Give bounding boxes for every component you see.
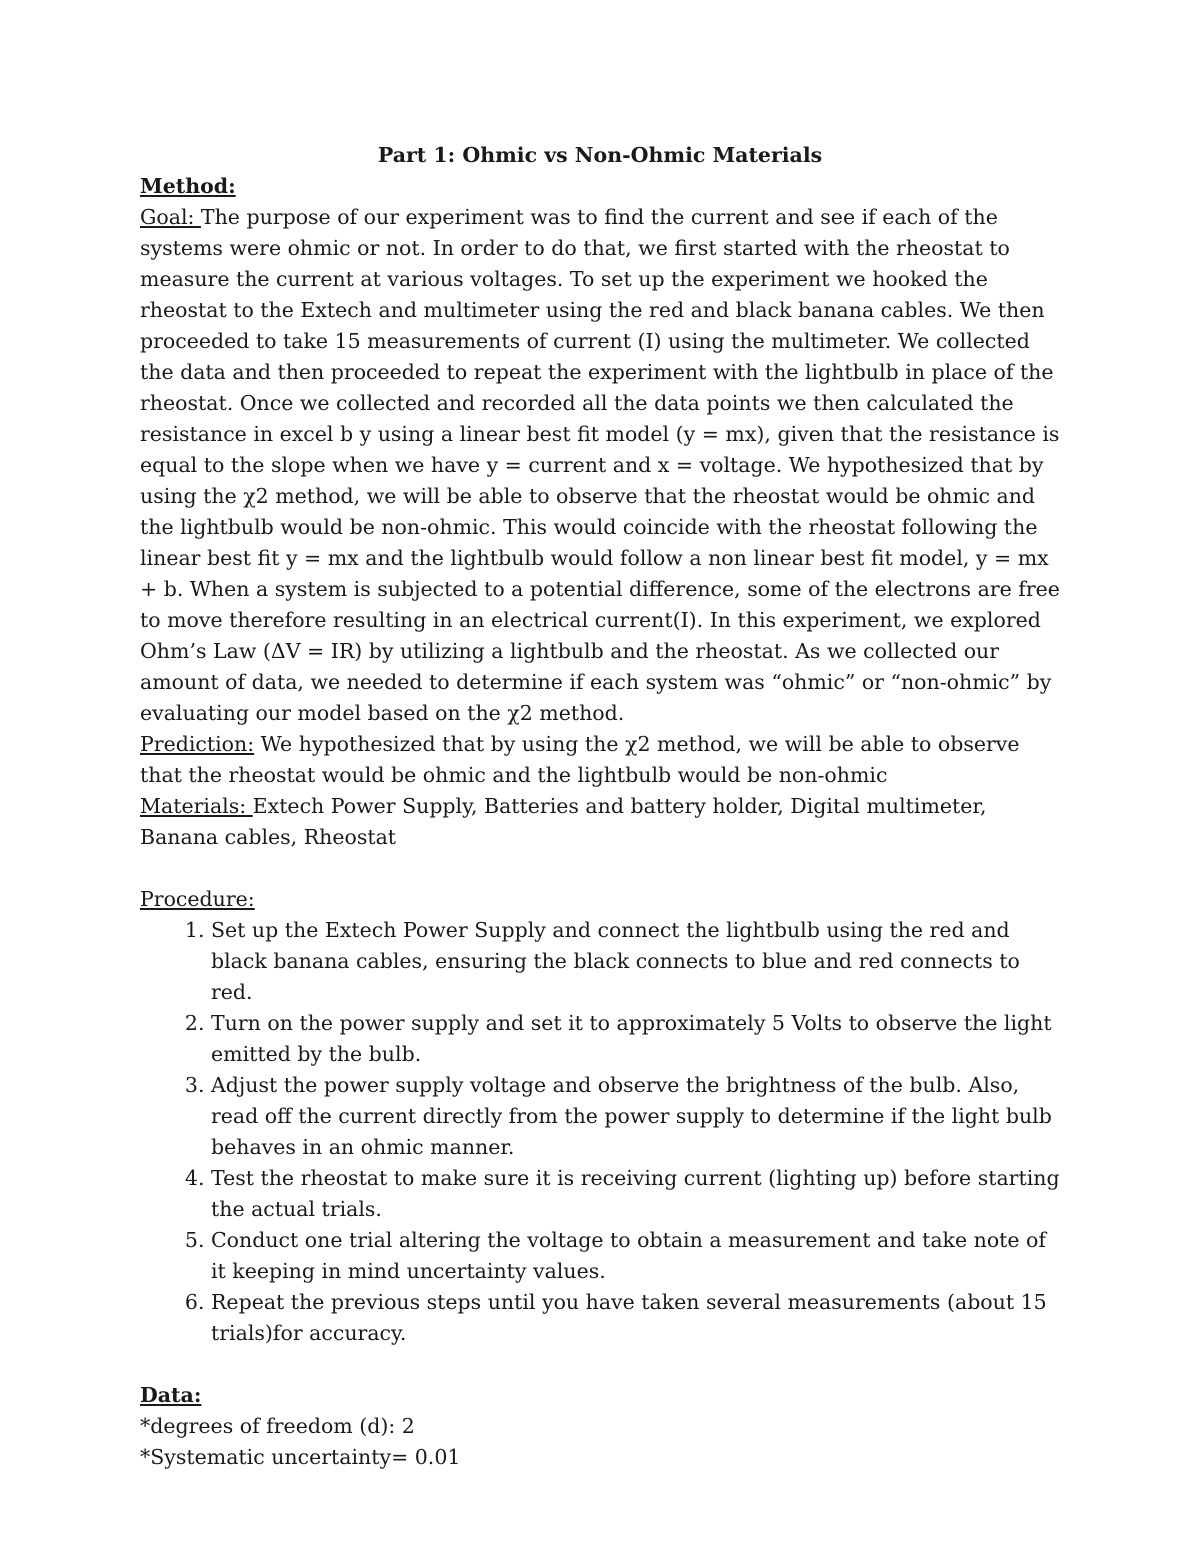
materials-label: Materials: (140, 794, 253, 818)
method-heading: Method: (140, 174, 236, 198)
page-title: Part 1: Ohmic vs Non-Ohmic Materials (377, 143, 823, 167)
procedure-step: 2. Turn on the power supply and set it to approximately 5 Volts to observe the light emitted by the bulb. (211, 1008, 1060, 1070)
procedure-list (140, 915, 1060, 1349)
data-line-degrees-of-freedom: *degrees of freedom (d): 2 (140, 1414, 415, 1438)
procedure-step: 3. Adjust the power supply voltage and observe the brightness of the bulb. Also, read off the current directly from the power supply to determine if the light bulb behaves in an ohmic manner. (211, 1070, 1060, 1163)
procedure-step: 5. Conduct one trial altering the voltage to obtain a measurement and take note of it keeping in mind uncertainty values. (211, 1225, 1060, 1287)
goal-label: Goal: (140, 205, 201, 229)
data-line-systematic-uncertainty: *Systematic uncertainty= 0.01 (140, 1445, 461, 1469)
prediction-text: We hypothesized that by using the χ2 method, we will be able to observe that the rheostat would be ohmic and the lightbulb would be non-ohmic (140, 732, 1020, 787)
prediction-paragraph (140, 729, 1060, 791)
procedure-step: 4. Test the rheostat to make sure it is receiving current (lighting up) before starting the actual trials. (211, 1163, 1060, 1225)
spacer (140, 853, 1060, 884)
procedure-step: 1. Set up the Extech Power Supply and connect the lightbulb using the red and black banana cables, ensuring the black connects to blue and red connects to red. (211, 915, 1060, 1008)
data-heading: Data: (140, 1383, 202, 1407)
prediction-label: Prediction: (140, 732, 255, 756)
goal-paragraph (140, 202, 1060, 729)
materials-paragraph (140, 791, 1060, 853)
materials-text: Extech Power Supply, Batteries and battery holder, Digital multimeter, Banana cables, Rheostat (140, 794, 987, 849)
spacer (140, 1349, 1060, 1380)
procedure-heading: Procedure: (140, 887, 255, 911)
procedure-step: 6. Repeat the previous steps until you have taken several measurements (about 15 trials)for accuracy. (211, 1287, 1060, 1349)
document-page (140, 140, 1060, 1473)
goal-text: The purpose of our experiment was to find the current and see if each of the systems were ohmic or not. In order to do that, we first started with the rheostat to measure the current at various voltages. To set up the experiment we hooked the rheostat to the Extech and multimeter using the red and black banana cables. We then proceeded to take 15 measurements of current (I) using the multimeter. We collected the data and then proceeded to repeat the experiment with the lightbulb in place of the rheostat. Once we collected and recorded all the data points we then calculated the resistance in excel b y using a linear best fit model (y = mx), given that the resistance is equal to the slope when we have y = current and x = voltage. We hypothesized that by using the χ2 method, we will be able to observe that the rheostat would be ohmic and the lightbulb would be non-ohmic. This would coincide with the rheostat following the linear best fit y = mx and the lightbulb would follow a non linear best fit model, y = mx + b. When a system is subjected to a potential difference, some of the electrons are free to move therefore resulting in an electrical current(I). In this experiment, we explored Ohm’s Law (ΔV = IR) by utilizing a lightbulb and the rheostat. As we collected our amount of data, we needed to determine if each system was “ohmic” or “non-ohmic” by evaluating our model based on the χ2 method. (140, 205, 1060, 725)
